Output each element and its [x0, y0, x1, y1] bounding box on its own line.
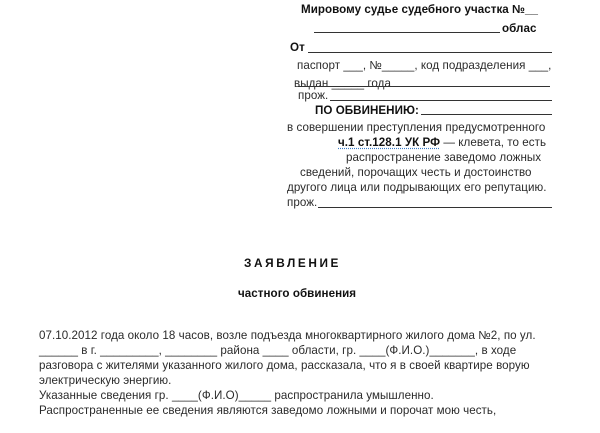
body-line-1: 07.10.2012 года около 18 часов, возле подъезда многоквартирного жилого дома №2, по ул.	[39, 329, 536, 342]
body-line-4: электрическую энергию.	[39, 374, 172, 387]
document-subtitle: частного обвинения	[238, 287, 357, 300]
recipient-line-1: Мировому судье судебного участка №__	[301, 3, 539, 16]
underline-charge	[421, 114, 552, 115]
passport-line: паспорт ___, №_____, код подразделения ___,	[297, 59, 552, 72]
underline-issued	[298, 86, 550, 87]
residence-label: прож.	[298, 89, 329, 102]
underline-residence	[330, 100, 552, 101]
charge-line-3: распространение заведомо ложных	[346, 151, 542, 164]
body-line-6: Распространенные ее сведения являются заведомо ложными и порочат мою честь,	[39, 404, 497, 417]
charge-article: ч.1 ст.128.1 УК РФ	[338, 136, 441, 149]
from-label: От	[290, 41, 305, 54]
residence-label-2: прож.	[287, 196, 318, 209]
underline-region	[314, 32, 500, 33]
charge-line-2-rest: — клевета, то есть	[443, 136, 547, 149]
body-line-3: разговора с жителями указанного жилого дома, рассказала, что я в своей квартире ворую	[39, 359, 530, 372]
recipient-line-2: облас	[502, 22, 537, 35]
underline-residence-2	[318, 207, 552, 208]
charge-title: ПО ОБВИНЕНИЮ:	[315, 104, 419, 117]
underline-from	[308, 52, 552, 53]
issued-line: выдан _____ года	[294, 77, 391, 90]
body-line-5: Указанные сведения гр. ____(Ф.И.О)_____ распространила умышленно.	[39, 389, 434, 402]
body-line-2: ______ в г. _________, ________ района ____ области, гр. ____(Ф.И.О.)_______, в ходе	[39, 344, 517, 357]
document-title: ЗАЯВЛЕНИЕ	[244, 256, 342, 270]
charge-line-4: сведений, порочащих честь и достоинство	[300, 166, 532, 179]
charge-line-5: другого лица или подрывающих его репутацию.	[287, 181, 547, 194]
charge-line-1: в совершении преступления предусмотренного	[287, 121, 546, 134]
